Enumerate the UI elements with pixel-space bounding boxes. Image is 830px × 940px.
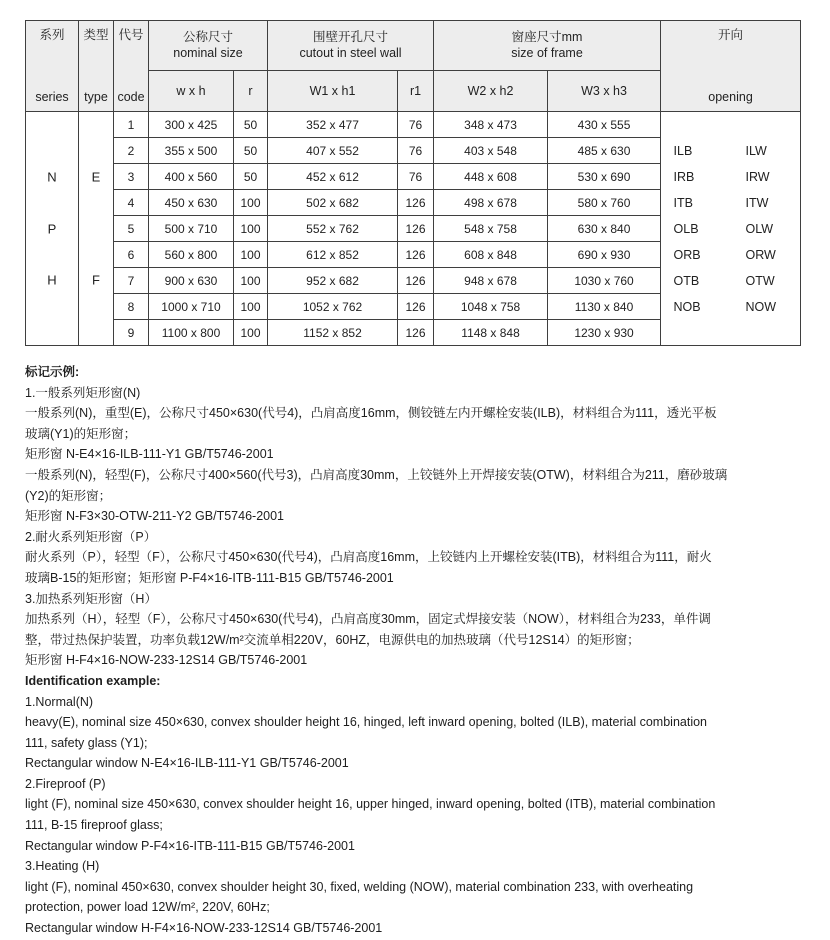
cell-code: 5	[114, 216, 149, 242]
note-line: 耐火系列（P），轻型（F），公称尺寸450×630(代号4)，凸肩高度16mm，上铰链内上开螺栓安装(ITB)，材料组合为111，耐火	[25, 550, 712, 565]
cell-r1: 126	[398, 268, 434, 294]
cell-w3h3: 430 x 555	[548, 112, 661, 138]
opening-code-pair	[661, 164, 800, 190]
spec-table-body	[26, 112, 801, 346]
header-frame-en: size of frame	[511, 46, 583, 61]
spec-table	[25, 20, 801, 346]
cell-opening-codes	[661, 112, 801, 346]
cell-code: 9	[114, 320, 149, 346]
note-line: 一般系列(N)，轻型(F)，公称尺寸400×560(代号3)，凸肩高度30mm，上铰链外上开焊接安装(OTW)，材料组合为211，磨砂玻璃	[25, 467, 728, 482]
opening-code: OLB	[673, 221, 699, 236]
cell-code: 7	[114, 268, 149, 294]
opening-code: NOB	[673, 299, 701, 314]
series-letter: P	[47, 221, 57, 236]
note-line: Rectangular window H-F4×16-NOW-233-12S14 GB/T5746-2001	[25, 921, 383, 936]
subheader-w1h1: W1 x h1	[268, 70, 398, 111]
cell-w3h3: 485 x 630	[548, 138, 661, 164]
cell-code: 1	[114, 112, 149, 138]
header-frame-cn: 窗座尺寸mm	[511, 30, 583, 45]
note-line: 111, safety glass (Y1);	[25, 735, 148, 750]
cell-wh: 560 x 800	[149, 242, 234, 268]
cell-w3h3: 580 x 760	[548, 190, 661, 216]
cell-r1: 76	[398, 112, 434, 138]
cell-w3h3: 1030 x 760	[548, 268, 661, 294]
note-line: 加热系列（H），轻型（F），公称尺寸450×630(代号4)，凸肩高度30mm，固定式焊接安装（NOW），材料组合为233，单件调	[25, 612, 711, 627]
cell-r: 100	[234, 268, 268, 294]
note-line: protection, power load 12W/m², 220V, 60Hz;	[25, 900, 270, 915]
header-code	[114, 21, 149, 112]
note-line: 3.加热系列矩形窗（H）	[25, 591, 157, 606]
cell-r1: 126	[398, 294, 434, 320]
opening-code: ORB	[673, 247, 701, 262]
cell-series	[26, 112, 79, 346]
cell-w1h1: 502 x 682	[268, 190, 398, 216]
cell-w1h1: 407 x 552	[268, 138, 398, 164]
series-letter: N	[47, 169, 57, 185]
cell-code: 6	[114, 242, 149, 268]
cell-r: 100	[234, 320, 268, 346]
cell-code: 4	[114, 190, 149, 216]
cell-w2h2: 548 x 758	[434, 216, 548, 242]
opening-code: ILB	[673, 143, 693, 158]
cell-w2h2: 403 x 548	[434, 138, 548, 164]
cell-w1h1: 612 x 852	[268, 242, 398, 268]
cell-wh: 500 x 710	[149, 216, 234, 242]
note-line: Identification example:	[25, 673, 161, 688]
cell-r: 100	[234, 190, 268, 216]
cell-w1h1: 1052 x 762	[268, 294, 398, 320]
header-series	[26, 21, 79, 112]
opening-code: ILW	[745, 143, 767, 158]
cell-r: 100	[234, 294, 268, 320]
note-line: 矩形窗 H-F4×16-NOW-233-12S14 GB/T5746-2001	[25, 653, 308, 668]
note-line: 2.Fireproof (P)	[25, 776, 106, 791]
header-type-cn: 类型	[83, 28, 109, 42]
subheader-wh: w x h	[149, 70, 234, 111]
opening-code: IRW	[745, 169, 770, 184]
cell-r1: 76	[398, 164, 434, 190]
cell-wh: 1000 x 710	[149, 294, 234, 320]
opening-code: ITB	[673, 195, 693, 210]
note-line: 3.Heating (H)	[25, 859, 100, 874]
header-opening-en: opening	[708, 90, 753, 104]
opening-code: OTW	[745, 273, 775, 288]
table-row	[26, 112, 801, 138]
cell-w3h3: 1130 x 840	[548, 294, 661, 320]
header-opening	[661, 21, 801, 112]
cell-wh: 900 x 630	[149, 268, 234, 294]
note-line: Rectangular window P-F4×16-ITB-111-B15 GB/T5746-2001	[25, 838, 355, 853]
header-series-cn: 系列	[39, 28, 65, 42]
cell-r1: 76	[398, 138, 434, 164]
header-cutout	[268, 21, 434, 71]
cell-wh: 400 x 560	[149, 164, 234, 190]
cell-w1h1: 1152 x 852	[268, 320, 398, 346]
cell-wh: 1100 x 800	[149, 320, 234, 346]
cell-w3h3: 1230 x 930	[548, 320, 661, 346]
cell-w1h1: 352 x 477	[268, 112, 398, 138]
cell-w3h3: 690 x 930	[548, 242, 661, 268]
cell-code: 8	[114, 294, 149, 320]
cell-wh: 300 x 425	[149, 112, 234, 138]
cell-w1h1: 552 x 762	[268, 216, 398, 242]
note-line: 玻璃B-15的矩形窗；矩形窗 P-F4×16-ITB-111-B15 GB/T5746-2001	[25, 570, 394, 585]
note-line: heavy(E), nominal size 450×630, convex shoulder height 16, hinged, left inward opening, bolted (ILB), material combination	[25, 715, 708, 730]
opening-codes-list	[661, 138, 800, 320]
cell-w1h1: 952 x 682	[268, 268, 398, 294]
type-letter: F	[92, 272, 100, 288]
cell-w1h1: 452 x 612	[268, 164, 398, 190]
cell-w2h2: 348 x 473	[434, 112, 548, 138]
note-line: 矩形窗 N-E4×16-ILB-111-Y1 GB/T5746-2001	[25, 447, 274, 462]
header-code-en: code	[117, 90, 145, 104]
cell-w2h2: 1148 x 848	[434, 320, 548, 346]
identification-notes	[25, 362, 810, 939]
cell-r: 50	[234, 164, 268, 190]
note-line: (Y2)的矩形窗；	[25, 488, 112, 503]
cell-type	[79, 112, 114, 346]
cell-wh: 355 x 500	[149, 138, 234, 164]
header-frame-size	[434, 21, 661, 71]
cell-w3h3: 630 x 840	[548, 216, 661, 242]
note-line: 整，带过热保护装置，功率负载12W/m²交流单相220V，60HZ，电源供电的加热玻璃（代号12S14）的矩形窗；	[25, 632, 640, 647]
subheader-w3h3: W3 x h3	[548, 70, 661, 111]
header-type	[79, 21, 114, 112]
note-line: 111, B-15 fireproof glass;	[25, 818, 163, 833]
opening-code-pair	[661, 190, 800, 216]
note-line: 矩形窗 N-F3×30-OTW-211-Y2 GB/T5746-2001	[25, 509, 285, 524]
header-nominal-cn: 公称尺寸	[183, 30, 234, 45]
opening-code-pair	[661, 294, 800, 320]
cell-r1: 126	[398, 320, 434, 346]
note-line: Rectangular window N-E4×16-ILB-111-Y1 GB/T5746-2001	[25, 756, 349, 771]
note-line: 玻璃(Y1)的矩形窗；	[25, 426, 137, 441]
cell-w2h2: 448 x 608	[434, 164, 548, 190]
opening-code: OLW	[745, 221, 774, 236]
cell-w2h2: 608 x 848	[434, 242, 548, 268]
opening-code: ITW	[745, 195, 769, 210]
cell-r1: 126	[398, 242, 434, 268]
cell-code: 2	[114, 138, 149, 164]
cell-r: 50	[234, 112, 268, 138]
subheader-w2h2: W2 x h2	[434, 70, 548, 111]
note-line: 1.Normal(N)	[25, 694, 94, 709]
note-line: 1.一般系列矩形窗(N)	[25, 385, 141, 400]
header-opening-cn: 开向	[718, 28, 744, 42]
opening-code: OTB	[673, 273, 700, 288]
opening-code-pair	[661, 138, 800, 164]
opening-code-pair	[661, 216, 800, 242]
subheader-r1: r1	[398, 70, 434, 111]
header-type-en: type	[84, 90, 108, 104]
note-line: light (F), nominal 450×630, convex shoulder height 30, fixed, welding (NOW), material combination 233, with overheating	[25, 879, 694, 894]
subheader-r: r	[234, 70, 268, 111]
cell-w2h2: 948 x 678	[434, 268, 548, 294]
header-nominal-size	[149, 21, 268, 71]
header-code-cn: 代号	[118, 28, 144, 42]
opening-code-pair	[661, 242, 800, 268]
type-letter: E	[91, 169, 101, 185]
opening-code-pair	[661, 268, 800, 294]
cell-r1: 126	[398, 190, 434, 216]
note-line: light (F), nominal size 450×630, convex shoulder height 16, upper hinged, inward opening, bolted (ITB), material combination	[25, 797, 716, 812]
note-line: 标记示例:	[25, 365, 80, 379]
header-series-en: series	[35, 90, 69, 104]
cell-wh: 450 x 630	[149, 190, 234, 216]
cell-r: 100	[234, 242, 268, 268]
cell-code: 3	[114, 164, 149, 190]
note-line: 2.耐火系列矩形窗（P）	[25, 529, 157, 544]
header-nominal-en: nominal size	[173, 46, 243, 61]
cell-r: 50	[234, 138, 268, 164]
cell-w3h3: 530 x 690	[548, 164, 661, 190]
opening-code: ORW	[745, 247, 776, 262]
cell-w2h2: 498 x 678	[434, 190, 548, 216]
header-cutout-en: cutout in steel wall	[299, 46, 402, 61]
cell-r: 100	[234, 216, 268, 242]
opening-code: IRB	[673, 169, 695, 184]
header-cutout-cn: 围壁开孔尺寸	[313, 30, 389, 45]
note-line: 一般系列(N)，重型(E)，公称尺寸450×630(代号4)，凸肩高度16mm，侧铰链左内开螺栓安装(ILB)，材料组合为111，透光平板	[25, 406, 717, 421]
series-letter: H	[47, 272, 57, 288]
cell-r1: 126	[398, 216, 434, 242]
opening-code: NOW	[745, 299, 777, 314]
cell-w2h2: 1048 x 758	[434, 294, 548, 320]
